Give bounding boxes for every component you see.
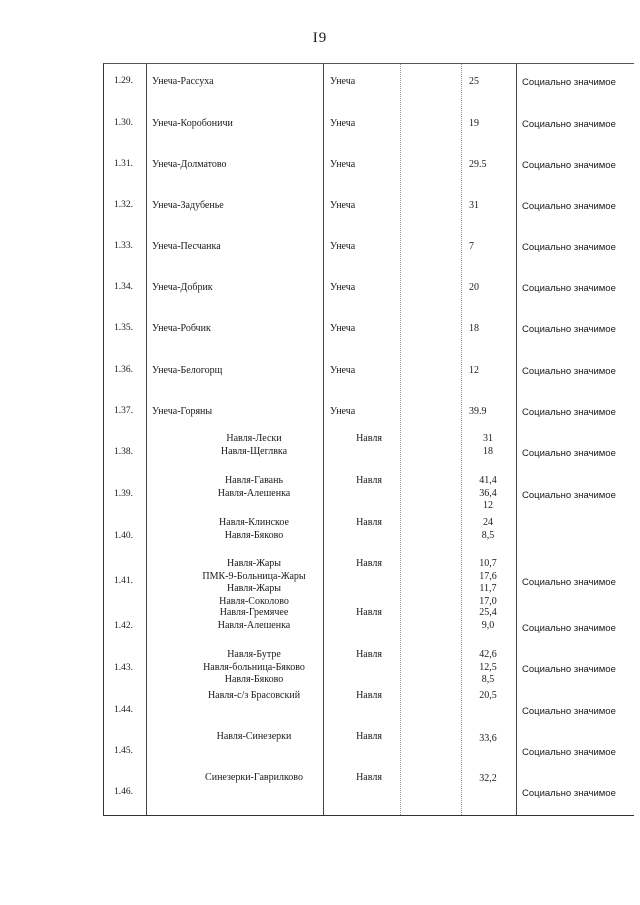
origin-name: Навля	[356, 558, 382, 569]
distance-value: 24	[483, 517, 493, 528]
origin-name: Унеча	[330, 323, 356, 334]
row-number: 1.46.	[114, 787, 133, 797]
route-list	[149, 606, 359, 631]
status-text: Социально значимое	[522, 664, 616, 675]
route-name: Навля-Бяково	[224, 674, 284, 685]
row-number: 1.43.	[114, 663, 133, 673]
route-name: Навля-Алешенка	[217, 487, 291, 499]
distance-list	[466, 689, 510, 702]
status-text: Социально значимое	[522, 747, 616, 758]
route-list	[149, 516, 359, 541]
route-name: Навля-Бяково	[224, 529, 284, 541]
distance-value: 20,5	[479, 690, 497, 701]
distance-list	[466, 648, 510, 686]
row-number: 1.29.	[114, 76, 133, 86]
column-divider	[400, 64, 401, 815]
route-name: Навля-Алешенка	[217, 619, 291, 631]
route-name: Навля-Соколово	[219, 595, 289, 607]
distance-value: 32,2	[479, 773, 497, 784]
origin-name: Унеча	[330, 76, 356, 87]
distance-value: 39.9	[469, 406, 487, 417]
route-name: Навля-Лески	[226, 433, 282, 444]
distance-value: 18	[469, 323, 479, 334]
status-text: Социально значимое	[522, 201, 616, 212]
status-text: Социально значимое	[522, 77, 616, 88]
distance-value: 11,7	[479, 583, 497, 594]
distance-value: 31	[469, 200, 479, 211]
route-list	[149, 557, 359, 607]
route-name: Унеча-Робчик	[152, 323, 211, 334]
column-divider	[146, 64, 147, 815]
distance-value: 17,0	[479, 595, 497, 607]
route-name: Навля-с/з Брасовский	[207, 690, 301, 701]
route-name: Навля-Бутре	[227, 649, 281, 660]
distance-list	[466, 516, 510, 541]
route-list	[149, 771, 359, 784]
row-number: 1.41.	[114, 576, 133, 586]
route-name: Навля-Щеглвка	[220, 445, 288, 457]
row-number: 1.35.	[114, 323, 133, 333]
origin-name: Унеча	[330, 241, 356, 252]
distance-value: 41,4	[479, 475, 497, 486]
origin-name: Унеча	[330, 200, 356, 211]
distance-list	[466, 732, 510, 745]
distance-value: 29.5	[469, 159, 487, 170]
origin-name: Навля	[356, 731, 382, 742]
route-name: Унеча-Рассуха	[152, 76, 214, 87]
route-list	[149, 432, 359, 457]
route-name: Навля-Клинское	[219, 517, 289, 528]
row-number: 1.37.	[114, 406, 133, 416]
distance-value: 18	[483, 445, 493, 457]
row-number: 1.30.	[114, 118, 133, 128]
origin-name: Унеча	[330, 406, 356, 417]
origin-name: Унеча	[330, 282, 356, 293]
distance-value: 12	[483, 500, 493, 511]
origin-name: Навля	[356, 517, 382, 528]
route-name: ПМК-9-Больница-Жары	[202, 570, 306, 582]
status-text: Социально значимое	[522, 283, 616, 294]
route-name: Синезерки-Гаврилково	[205, 772, 303, 783]
route-name: Навля-Жары	[226, 583, 282, 594]
distance-value: 25,4	[479, 607, 497, 618]
origin-name: Навля	[356, 772, 382, 783]
route-name: Унеча-Горяны	[152, 406, 213, 417]
status-text: Социально значимое	[522, 407, 616, 418]
distance-value: 10,7	[479, 558, 497, 569]
row-number: 1.31.	[114, 159, 133, 169]
row-number: 1.40.	[114, 531, 133, 541]
status-text: Социально значимое	[522, 366, 616, 377]
route-name: Унеча-Песчанка	[152, 241, 221, 252]
origin-name: Навля	[356, 690, 382, 701]
status-text: Социально значимое	[522, 242, 616, 253]
distance-value: 8,5	[481, 674, 495, 685]
distance-value: 25	[469, 76, 479, 87]
status-text: Социально значимое	[522, 448, 616, 459]
route-name: Навля-Жары	[226, 558, 282, 569]
row-number: 1.42.	[114, 621, 133, 631]
distance-value: 9,0	[481, 619, 495, 631]
column-divider	[516, 64, 517, 815]
origin-name: Навля	[356, 649, 382, 660]
route-name: Унеча-Белогорщ	[152, 365, 223, 376]
distance-list	[466, 432, 510, 457]
route-list	[149, 648, 359, 686]
distance-list	[466, 474, 510, 512]
route-name: Навля-Гремячее	[219, 607, 289, 618]
route-name: Унеча-Коробоничи	[152, 118, 233, 129]
distance-value: 17,6	[479, 570, 497, 582]
distance-value: 12	[469, 365, 479, 376]
page-number: I9	[312, 30, 328, 46]
column-divider	[461, 64, 462, 815]
origin-name: Унеча	[330, 365, 356, 376]
route-name: Унеча-Задубенье	[152, 200, 224, 211]
origin-name: Унеча	[330, 118, 356, 129]
distance-value: 8,5	[481, 529, 495, 541]
origin-name: Навля	[356, 475, 382, 486]
distance-value: 7	[469, 241, 474, 252]
origin-name: Унеча	[330, 159, 356, 170]
route-name: Навля-больница-Бяково	[203, 661, 305, 673]
route-name: Унеча-Добрик	[152, 282, 213, 293]
row-number: 1.38.	[114, 447, 133, 457]
status-text: Социально значимое	[522, 788, 616, 799]
status-text: Социально значимое	[522, 160, 616, 171]
origin-name: Навля	[356, 607, 382, 618]
origin-name: Навля	[356, 433, 382, 444]
row-number: 1.45.	[114, 746, 133, 756]
distance-value: 31	[483, 433, 493, 444]
status-text: Социально значимое	[522, 577, 616, 588]
status-text: Социально значимое	[522, 706, 616, 717]
distance-value: 20	[469, 282, 479, 293]
row-number: 1.32.	[114, 200, 133, 210]
distance-value: 36,4	[479, 487, 497, 499]
status-text: Социально значимое	[522, 119, 616, 130]
status-text: Социально значимое	[522, 324, 616, 335]
status-text: Социально значимое	[522, 623, 616, 634]
route-list	[149, 474, 359, 499]
route-name: Навля-Гавань	[224, 475, 284, 486]
routes-table	[103, 63, 634, 816]
status-text: Социально значимое	[522, 490, 616, 501]
distance-value: 19	[469, 118, 479, 129]
route-name: Навля-Синезерки	[216, 731, 292, 742]
row-number: 1.44.	[114, 705, 133, 715]
route-name: Унеча-Долматово	[152, 159, 227, 170]
distance-value: 42,6	[479, 649, 497, 660]
route-list	[149, 730, 359, 743]
row-number: 1.36.	[114, 365, 133, 375]
distance-list	[466, 772, 510, 785]
distance-value: 33,6	[479, 733, 497, 744]
row-number: 1.33.	[114, 241, 133, 251]
row-number: 1.34.	[114, 282, 133, 292]
row-number: 1.39.	[114, 489, 133, 499]
distance-list	[466, 606, 510, 631]
route-list	[149, 689, 359, 702]
distance-list	[466, 557, 510, 607]
distance-value: 12,5	[479, 661, 497, 673]
